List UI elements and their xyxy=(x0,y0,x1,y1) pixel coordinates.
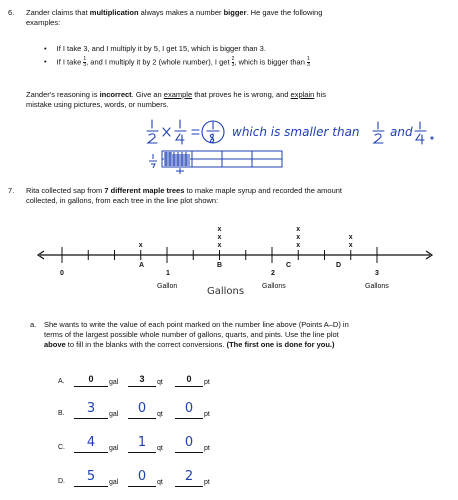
frac-num: 2 xyxy=(231,56,235,62)
answer-value-pt: 0 xyxy=(184,401,194,416)
x-mark-c: x xyxy=(296,226,301,233)
bullet-2-text-b: , and I multiply it by 2 (whole number), I get xyxy=(86,57,230,67)
parta-line3 xyxy=(44,340,454,350)
row-letter: A. xyxy=(58,378,65,385)
q6-intro-bold: multiplication xyxy=(89,8,139,17)
reason-bold: incorrect xyxy=(99,90,132,99)
unit-qt: qt xyxy=(157,445,163,452)
tick-label-2: 2 xyxy=(271,270,275,277)
reason-text-c: . Give an xyxy=(131,90,164,99)
answer-value-pt: 0 xyxy=(186,374,192,384)
unit-pt: pt xyxy=(204,479,210,486)
reason-underlined-example: example xyxy=(163,90,193,99)
q6-reason xyxy=(26,90,446,100)
unit-label-3: Gallons xyxy=(365,283,389,290)
q6-intro-text: Zander claims that xyxy=(26,8,90,17)
point-label-d: D xyxy=(336,262,342,269)
x-marks xyxy=(139,226,353,249)
handwritten-and: and xyxy=(390,125,413,139)
reason-text-e: that proves he is wrong, and xyxy=(192,90,291,99)
fraction-one-third-2 xyxy=(307,57,310,68)
answer-value-gal: 5 xyxy=(86,469,96,484)
q7-text xyxy=(26,186,451,196)
reason-underlined-explain: explain xyxy=(290,90,315,99)
answer-value-gal: 3 xyxy=(86,401,96,416)
q6-intro-text2: always makes a number xyxy=(138,8,224,17)
unit-pt: pt xyxy=(204,379,210,386)
reason-text-g: his xyxy=(314,90,326,99)
reason-text-a: Zander's reasoning is xyxy=(26,90,100,99)
frac-num: 1 xyxy=(83,56,87,62)
x-mark-a: x xyxy=(138,242,143,249)
x-mark-b: x xyxy=(217,226,222,233)
x-mark-b: x xyxy=(217,234,222,241)
unit-label-2: Gallons xyxy=(262,283,286,290)
hand-stroke xyxy=(149,154,157,168)
unit-pt: pt xyxy=(204,411,210,418)
parta-text: to fill in the blanks with the correct conversions. xyxy=(65,340,227,349)
bullet-1 xyxy=(44,44,266,54)
parta-line2: terms of the largest possible whole number of gallons, quarts, and pints. Use the line plot xyxy=(44,330,339,339)
bullet-2-text-a: If I take xyxy=(56,57,82,67)
row-letter: B. xyxy=(58,410,65,417)
handwritten-explanation: which is smaller than xyxy=(232,125,360,139)
unit-qt: qt xyxy=(157,411,163,418)
point-label-c: C xyxy=(286,262,292,269)
x-mark-d: x xyxy=(348,234,353,241)
tick-label-3: 3 xyxy=(375,270,379,277)
bullet-dot: • xyxy=(44,44,47,53)
frac-den: 3 xyxy=(306,62,310,68)
tick-label-1: 1 xyxy=(166,270,170,277)
x-mark-c: x xyxy=(296,234,301,241)
parta-bold-above: above xyxy=(44,340,66,349)
unit-gal: gal xyxy=(109,379,119,386)
q6-intro-line2: examples: xyxy=(26,18,61,27)
q7-text-a: Rita collected sap from xyxy=(26,186,105,195)
x-mark-d: x xyxy=(348,242,353,249)
unit-qt: qt xyxy=(157,379,163,386)
frac-num: 1 xyxy=(306,56,310,62)
q6-intro xyxy=(26,8,446,18)
answer-value-qt: 0 xyxy=(137,401,147,416)
x-mark-c: x xyxy=(296,242,301,249)
parta-label: a. xyxy=(30,320,37,329)
bullet-2-text-c: , which is bigger than xyxy=(234,57,305,67)
q6-intro-text3: . He gave the following xyxy=(246,8,323,17)
answer-value-qt: 0 xyxy=(137,469,147,484)
row-letter: D. xyxy=(58,478,65,485)
q7-number: 7. xyxy=(8,186,15,195)
answer-value-gal: 4 xyxy=(86,435,96,450)
unit-qt: qt xyxy=(157,479,163,486)
frac-den: 3 xyxy=(83,62,87,68)
q7-text-bold: 7 different maple trees xyxy=(104,186,185,195)
q7-text-c: to make maple syrup and recorded the amount xyxy=(184,186,342,195)
answer-value-qt: 3 xyxy=(139,374,145,384)
parta-line1: She wants to write the value of each point marked on the number line above (Points A–D) in xyxy=(44,320,349,329)
q6-number: 6. xyxy=(8,8,15,17)
tick-label-0: 0 xyxy=(60,270,64,277)
answer-value-pt: 0 xyxy=(184,435,194,450)
unit-gal: gal xyxy=(109,445,119,452)
unit-label-1: Gallon xyxy=(157,283,178,290)
frac-den: 3 xyxy=(231,62,235,68)
q6-handwritten-answer xyxy=(112,108,442,183)
q7-text-line2: collected, in gallons, from each tree in the line plot shown: xyxy=(26,196,219,205)
answer-value-qt: 1 xyxy=(137,435,147,450)
bullet-2 xyxy=(44,57,310,68)
bullet-dot: • xyxy=(44,57,47,67)
unit-gal: gal xyxy=(109,479,119,486)
unit-pt: pt xyxy=(204,445,210,452)
q6-reason-line2: mistake using pictures, words, or numbers. xyxy=(26,100,169,109)
x-mark-b: x xyxy=(217,242,222,249)
handwritten-unit-label: Gallons xyxy=(207,286,245,297)
answer-value-pt: 2 xyxy=(184,469,194,484)
row-letter: C. xyxy=(58,444,65,451)
answer-value-gal: 0 xyxy=(88,374,94,384)
point-label-a: A xyxy=(139,262,145,269)
point-label-b: B xyxy=(217,262,223,269)
q6-intro-bold2: bigger xyxy=(223,8,247,17)
unit-gal: gal xyxy=(109,411,119,418)
parta-bold-note: (The first one is done for you.) xyxy=(226,340,335,349)
bullet-1-text: If I take 3, and I multiply it by 5, I get 15, which is bigger than 3. xyxy=(56,44,266,53)
